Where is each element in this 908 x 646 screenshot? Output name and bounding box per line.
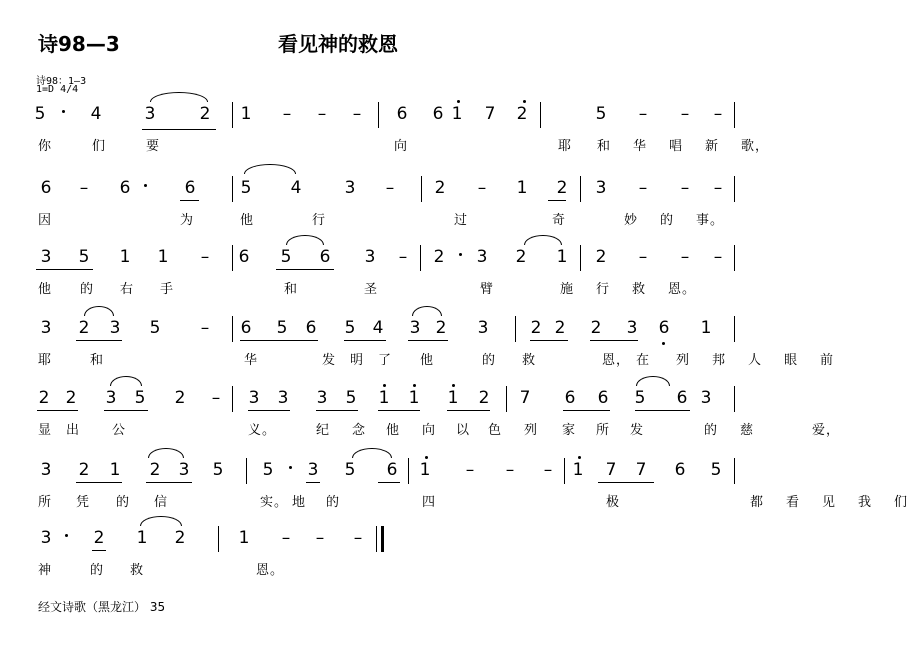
note: 1 xyxy=(157,247,169,267)
note: 6 xyxy=(305,318,317,338)
note: 2 xyxy=(590,318,602,338)
note: 3 xyxy=(595,178,607,198)
lyric-syllable: 地 xyxy=(292,495,307,510)
note: 3 xyxy=(626,318,638,338)
lyric-syllable: 义。 xyxy=(248,423,277,438)
bar-line xyxy=(506,386,507,412)
lyric-syllable: 妙 xyxy=(624,213,639,228)
note: 7 xyxy=(605,460,617,480)
duration-underline xyxy=(276,269,334,270)
note: 5 xyxy=(345,388,357,408)
note: 2 xyxy=(595,247,607,267)
lyric-syllable: 邦 xyxy=(712,353,727,368)
score-line xyxy=(0,247,760,317)
lyric-syllable: 要 xyxy=(146,139,161,154)
duration-underline xyxy=(76,482,122,483)
bar-line xyxy=(540,102,541,128)
score-line xyxy=(0,388,841,458)
lyric-syllable: 新 xyxy=(705,139,720,154)
lyric-syllable: 所 xyxy=(38,495,53,510)
hold-dash: – xyxy=(477,178,487,198)
note: 3 xyxy=(307,460,319,480)
note: 1 xyxy=(700,318,712,338)
hold-dash: – xyxy=(505,460,515,480)
note: 5 xyxy=(78,247,90,267)
lyric-syllable: 了 xyxy=(378,353,393,368)
lyric-syllable: 明 xyxy=(350,353,365,368)
augmentation-dot xyxy=(65,534,68,537)
note: 1 xyxy=(240,104,252,124)
lyric-syllable: 的 xyxy=(482,353,497,368)
octave-dot xyxy=(578,456,581,459)
lyric-syllable: 你 xyxy=(38,139,53,154)
lyric-syllable: 唱 xyxy=(669,139,684,154)
note: 5 xyxy=(240,178,252,198)
note: 6 xyxy=(386,460,398,480)
note: 1 xyxy=(572,460,584,480)
augmentation-dot xyxy=(459,253,462,256)
duration-underline xyxy=(378,410,420,411)
score-line xyxy=(0,460,908,530)
note: 3 xyxy=(40,247,52,267)
hold-dash: – xyxy=(200,318,210,338)
note: 2 xyxy=(149,460,161,480)
duration-underline xyxy=(548,200,566,201)
hold-dash: – xyxy=(465,460,475,480)
lyric-syllable: 和 xyxy=(284,282,299,297)
lyric-syllable: 所 xyxy=(596,423,611,438)
score-line xyxy=(0,528,760,598)
bar-line xyxy=(580,245,581,271)
duration-underline xyxy=(248,410,290,411)
note: 6 xyxy=(658,318,670,338)
octave-dot xyxy=(523,100,526,103)
bar-line xyxy=(232,176,233,202)
score-line xyxy=(0,104,770,174)
note: 1 xyxy=(238,528,250,548)
lyric-syllable: 的 xyxy=(660,213,675,228)
note: 2 xyxy=(38,388,50,408)
lyric-syllable: 四 xyxy=(422,495,437,510)
lyric-syllable: 行 xyxy=(596,282,611,297)
note: 2 xyxy=(93,528,105,548)
augmentation-dot xyxy=(289,466,292,469)
hold-dash: – xyxy=(282,104,292,124)
note: 2 xyxy=(556,178,568,198)
lyric-syllable: 列 xyxy=(524,423,539,438)
note: 7 xyxy=(635,460,647,480)
octave-dot xyxy=(662,342,665,345)
lyric-syllable: 发 xyxy=(322,353,337,368)
note: 1 xyxy=(109,460,121,480)
lyric-syllable: 圣 xyxy=(364,282,379,297)
note: 2 xyxy=(174,388,186,408)
note: 2 xyxy=(478,388,490,408)
octave-dot xyxy=(457,100,460,103)
lyric-syllable: 恩， xyxy=(602,353,631,368)
note: 5 xyxy=(344,460,356,480)
note: 1 xyxy=(516,178,528,198)
note: 3 xyxy=(700,388,712,408)
duration-underline xyxy=(447,410,490,411)
lyric-syllable: 实。 xyxy=(260,495,289,510)
hold-dash: – xyxy=(713,247,723,267)
note: 2 xyxy=(435,318,447,338)
lyric-syllable: 臂 xyxy=(480,282,495,297)
lyric-syllable: 信 xyxy=(154,495,169,510)
bar-line xyxy=(420,245,421,271)
key-signature: 1=D 4/4 xyxy=(36,84,79,95)
duration-underline xyxy=(146,482,192,483)
duration-underline xyxy=(408,340,448,341)
hold-dash: – xyxy=(680,178,690,198)
note: 3 xyxy=(105,388,117,408)
bar-line xyxy=(246,458,247,484)
note: 5 xyxy=(212,460,224,480)
note: 5 xyxy=(134,388,146,408)
bar-line xyxy=(515,316,516,342)
hold-dash: – xyxy=(385,178,395,198)
lyric-syllable: 慈 xyxy=(740,423,755,438)
note: 2 xyxy=(516,104,528,124)
bar-line xyxy=(421,176,422,202)
hold-dash: – xyxy=(200,247,210,267)
note: 3 xyxy=(40,528,52,548)
lyric-syllable: 华 xyxy=(244,353,259,368)
note: 3 xyxy=(178,460,190,480)
lyric-syllable: 因 xyxy=(38,213,53,228)
note: 3 xyxy=(409,318,421,338)
hold-dash: – xyxy=(680,104,690,124)
bar-line xyxy=(232,245,233,271)
lyric-syllable: 奇 xyxy=(552,213,567,228)
note: 2 xyxy=(515,247,527,267)
duration-underline xyxy=(635,410,690,411)
lyric-syllable: 见 xyxy=(822,495,837,510)
note: 5 xyxy=(280,247,292,267)
duration-underline xyxy=(180,200,199,201)
duration-underline xyxy=(104,410,148,411)
note: 3 xyxy=(364,247,376,267)
duration-underline xyxy=(316,410,358,411)
octave-dot xyxy=(413,384,416,387)
lyric-syllable: 耶 xyxy=(558,139,573,154)
duration-underline xyxy=(530,340,568,341)
lyric-syllable: 他 xyxy=(420,353,435,368)
note: 2 xyxy=(78,318,90,338)
lyric-syllable: 歌， xyxy=(741,139,770,154)
note: 5 xyxy=(34,104,46,124)
lyric-syllable: 公 xyxy=(112,423,127,438)
duration-underline xyxy=(37,410,78,411)
lyric-syllable: 恩。 xyxy=(256,563,285,578)
lyric-syllable: 向 xyxy=(394,139,409,154)
augmentation-dot xyxy=(62,110,65,113)
duration-underline xyxy=(240,340,318,341)
note: 6 xyxy=(319,247,331,267)
lyric-syllable: 看 xyxy=(786,495,801,510)
lyric-syllable: 们 xyxy=(92,139,107,154)
bar-line xyxy=(376,526,377,552)
lyric-syllable: 神 xyxy=(38,563,53,578)
lyric-syllable: 华 xyxy=(633,139,648,154)
note: 3 xyxy=(248,388,260,408)
lyric-syllable: 为 xyxy=(180,213,195,228)
note: 6 xyxy=(240,318,252,338)
note: 6 xyxy=(396,104,408,124)
hold-dash: – xyxy=(638,104,648,124)
note: 4 xyxy=(290,178,302,198)
lyric-syllable: 们 xyxy=(894,495,908,510)
note: 5 xyxy=(344,318,356,338)
lyric-syllable: 耶 xyxy=(38,353,53,368)
note: 6 xyxy=(40,178,52,198)
lyric-syllable: 都 xyxy=(750,495,765,510)
hold-dash: – xyxy=(281,528,291,548)
lyric-syllable: 和 xyxy=(597,139,612,154)
lyric-syllable: 色 xyxy=(488,423,503,438)
hold-dash: – xyxy=(211,388,221,408)
note: 3 xyxy=(40,460,52,480)
note: 6 xyxy=(432,104,444,124)
lyric-syllable: 的 xyxy=(116,495,131,510)
note: 6 xyxy=(238,247,250,267)
note: 5 xyxy=(262,460,274,480)
note: 1 xyxy=(447,388,459,408)
note: 1 xyxy=(378,388,390,408)
hold-dash: – xyxy=(543,460,553,480)
note: 1 xyxy=(419,460,431,480)
hold-dash: – xyxy=(353,528,363,548)
lyric-syllable: 极 xyxy=(606,495,621,510)
hold-dash: – xyxy=(352,104,362,124)
lyric-syllable: 手 xyxy=(160,282,175,297)
lyric-syllable: 他 xyxy=(38,282,53,297)
lyric-syllable: 行 xyxy=(312,213,327,228)
hold-dash: – xyxy=(79,178,89,198)
bar-line xyxy=(408,458,409,484)
note: 6 xyxy=(674,460,686,480)
duration-underline xyxy=(306,482,320,483)
lyric-syllable: 恩。 xyxy=(668,282,697,297)
note: 3 xyxy=(144,104,156,124)
lyric-syllable: 出 xyxy=(66,423,81,438)
octave-dot xyxy=(425,456,428,459)
note: 3 xyxy=(109,318,121,338)
lyric-syllable: 列 xyxy=(676,353,691,368)
note: 3 xyxy=(344,178,356,198)
bar-line xyxy=(232,386,233,412)
note: 7 xyxy=(484,104,496,124)
augmentation-dot xyxy=(144,184,147,187)
note: 6 xyxy=(184,178,196,198)
note: 3 xyxy=(476,247,488,267)
octave-dot xyxy=(383,384,386,387)
duration-underline xyxy=(378,482,400,483)
slur-mark xyxy=(150,92,208,102)
note: 3 xyxy=(316,388,328,408)
lyric-syllable: 在 xyxy=(636,353,651,368)
note: 3 xyxy=(40,318,52,338)
final-bar-line xyxy=(381,526,384,552)
note: 1 xyxy=(136,528,148,548)
lyric-syllable: 的 xyxy=(704,423,719,438)
duration-underline xyxy=(598,482,654,483)
note: 5 xyxy=(710,460,722,480)
bar-line xyxy=(580,176,581,202)
hold-dash: – xyxy=(713,104,723,124)
note: 2 xyxy=(554,318,566,338)
lyric-syllable: 救 xyxy=(130,563,145,578)
lyric-syllable: 事。 xyxy=(696,213,725,228)
lyric-syllable: 纪 xyxy=(316,423,331,438)
bar-line xyxy=(378,102,379,128)
note: 1 xyxy=(408,388,420,408)
note: 2 xyxy=(174,528,186,548)
bar-line xyxy=(734,176,735,202)
lyric-syllable: 发 xyxy=(630,423,645,438)
lyric-syllable: 念 xyxy=(352,423,367,438)
bar-line xyxy=(734,245,735,271)
lyric-syllable: 以 xyxy=(456,423,471,438)
song-number: 诗98—3 xyxy=(38,32,120,56)
hold-dash: – xyxy=(638,178,648,198)
note: 2 xyxy=(434,178,446,198)
duration-underline xyxy=(92,550,106,551)
lyric-syllable: 爱， xyxy=(812,423,841,438)
note: 5 xyxy=(276,318,288,338)
duration-underline xyxy=(76,340,122,341)
note: 1 xyxy=(451,104,463,124)
note: 1 xyxy=(119,247,131,267)
note: 5 xyxy=(595,104,607,124)
duration-underline xyxy=(563,410,610,411)
note: 5 xyxy=(634,388,646,408)
bar-line xyxy=(232,316,233,342)
lyric-syllable: 过 xyxy=(454,213,469,228)
note: 3 xyxy=(277,388,289,408)
duration-underline xyxy=(344,340,386,341)
duration-underline xyxy=(36,269,93,270)
bar-line xyxy=(218,526,219,552)
note: 3 xyxy=(477,318,489,338)
score-line xyxy=(0,178,760,248)
scripture-reference: 诗98：1—3 xyxy=(36,76,87,87)
lyric-syllable: 我 xyxy=(858,495,873,510)
lyric-syllable: 眼 xyxy=(784,353,799,368)
note: 4 xyxy=(372,318,384,338)
note: 1 xyxy=(556,247,568,267)
lyric-syllable: 他 xyxy=(240,213,255,228)
note: 2 xyxy=(433,247,445,267)
lyric-syllable: 显 xyxy=(38,423,53,438)
bar-line xyxy=(734,386,735,412)
lyric-syllable: 家 xyxy=(562,423,577,438)
lyric-syllable: 前 xyxy=(820,353,835,368)
lyric-syllable: 的 xyxy=(326,495,341,510)
lyric-syllable: 救 xyxy=(522,353,537,368)
hold-dash: – xyxy=(398,247,408,267)
note: 6 xyxy=(597,388,609,408)
lyric-syllable: 的 xyxy=(80,282,95,297)
note: 2 xyxy=(65,388,77,408)
lyric-syllable: 救 xyxy=(632,282,647,297)
lyric-syllable: 他 xyxy=(386,423,401,438)
bar-line xyxy=(564,458,565,484)
lyric-syllable: 向 xyxy=(422,423,437,438)
bar-line xyxy=(734,316,735,342)
duration-underline xyxy=(590,340,638,341)
bar-line xyxy=(734,102,735,128)
lyric-syllable: 右 xyxy=(120,282,135,297)
note: 5 xyxy=(149,318,161,338)
lyric-syllable: 凭 xyxy=(76,495,91,510)
hold-dash: – xyxy=(638,247,648,267)
bar-line xyxy=(734,458,735,484)
lyric-syllable: 的 xyxy=(90,563,105,578)
note: 2 xyxy=(530,318,542,338)
song-title: 看见神的救恩 xyxy=(278,32,398,56)
bar-line xyxy=(232,102,233,128)
note: 4 xyxy=(90,104,102,124)
hold-dash: – xyxy=(317,104,327,124)
note: 6 xyxy=(676,388,688,408)
octave-dot xyxy=(452,384,455,387)
note: 6 xyxy=(564,388,576,408)
note: 6 xyxy=(119,178,131,198)
lyric-syllable: 施 xyxy=(560,282,575,297)
note: 7 xyxy=(519,388,531,408)
note: 2 xyxy=(78,460,90,480)
book-footer: 经文诗歌（黑龙江） 35 xyxy=(38,600,166,614)
lyric-syllable: 人 xyxy=(748,353,763,368)
duration-underline xyxy=(142,129,216,130)
note: 2 xyxy=(199,104,211,124)
hold-dash: – xyxy=(315,528,325,548)
hold-dash: – xyxy=(713,178,723,198)
lyric-syllable: 和 xyxy=(90,353,105,368)
hold-dash: – xyxy=(680,247,690,267)
